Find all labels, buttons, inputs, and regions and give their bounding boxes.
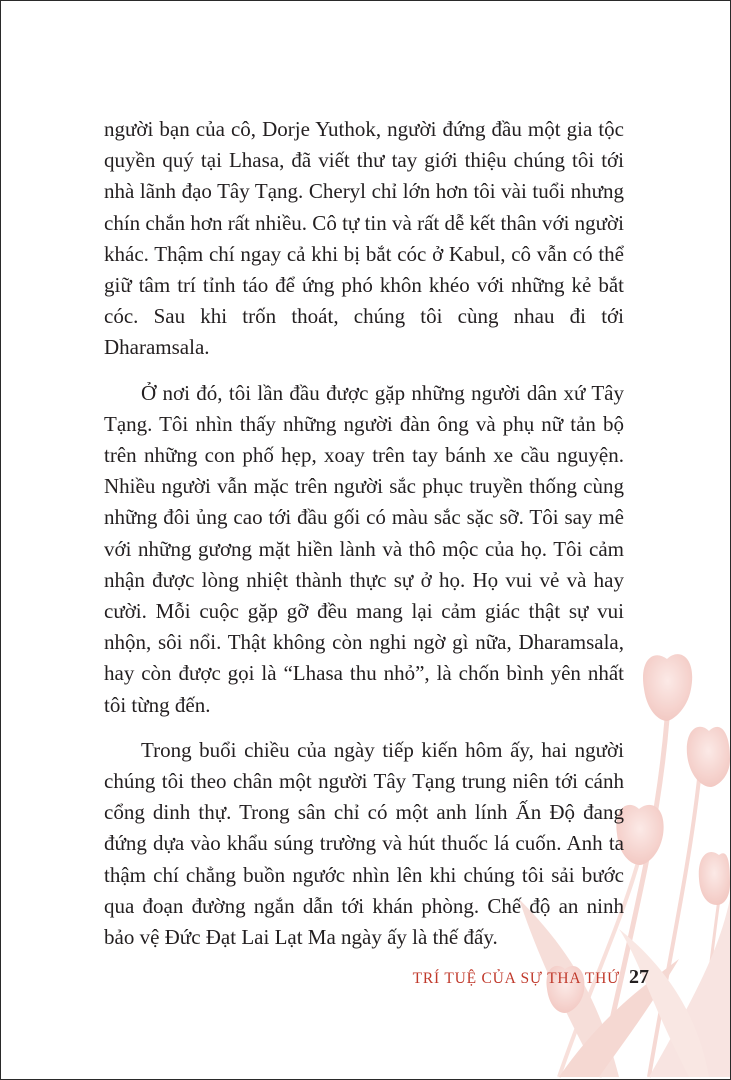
page-number: 27 <box>629 966 649 988</box>
body-text <box>104 114 624 967</box>
paragraph: người bạn của cô, Dorje Yuthok, người đứng đầu một gia tộc quyền quý tại Lhasa, đã viết thư tay giới thiệu chúng tôi tới nhà lãnh đạo Tây Tạng. Cheryl chỉ lớn hơn tôi vài tuổi nhưng chín chắn hơn rất nhiều. Cô tự tin và rất dễ kết thân với người khác. Thậm chí ngay cả khi bị bắt cóc ở Kabul, cô vẫn có thể giữ tâm trí tỉnh táo để ứng phó khôn khéo với những kẻ bắt cóc. Sau khi trốn thoát, chúng tôi cùng nhau đi tới Dharamsala. <box>104 117 624 360</box>
running-title: TRÍ TUỆ CỦA SỰ THA THỨ <box>412 970 620 987</box>
paragraph: Trong buổi chiều của ngày tiếp kiến hôm ấy, hai người chúng tôi theo chân một người Tây Tạng trung niên tới cánh cổng dinh thự. Trong sân chỉ có một anh lính Ấn Độ đang đứng dựa vào khẩu súng trường và hút thuốc lá cuốn. Anh ta thậm chí chẳng buồn ngước nhìn lên khi chúng tôi sải bước qua đoạn đường ngắn dẫn tới khán phòng. Chế độ an ninh bảo vệ Đức Đạt Lai Lạt Ma ngày ấy là thế đấy. <box>104 737 624 950</box>
paragraph: Ở nơi đó, tôi lần đầu được gặp những người dân xứ Tây Tạng. Tôi nhìn thấy những người đàn ông và phụ nữ tản bộ trên những con phố hẹp, xoay trên tay bánh xe cầu nguyện. Nhiều người vẫn mặc trên người sắc phục truyền thống cùng những đôi ủng cao tới đầu gối có màu sắc sặc sỡ. Tôi say mê với những gương mặt hiền lành và thô mộc của họ. Tôi cảm nhận được lòng nhiệt thành thực sự ở họ. Họ vui vẻ và hay cười. Mỗi cuộc gặp gỡ đều mang lại cảm giác thật sự vui nhộn, sôi nổi. Thật không còn nghi ngờ gì nữa, Dharamsala, hay còn được gọi là “Lhasa thu nhỏ”, là chốn bình yên nhất tôi từng đến. <box>104 380 624 717</box>
page-footer <box>413 966 649 989</box>
